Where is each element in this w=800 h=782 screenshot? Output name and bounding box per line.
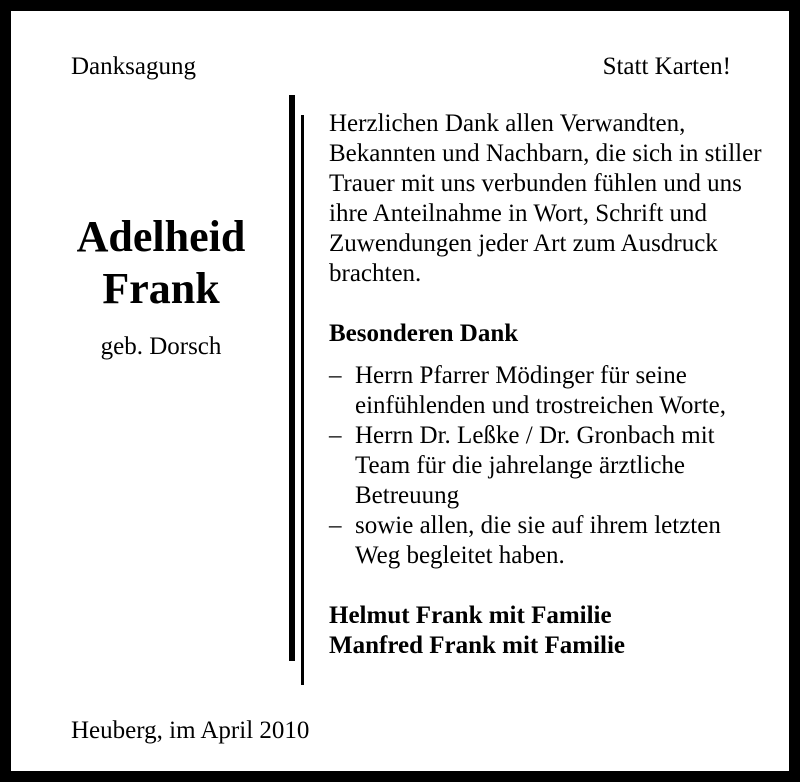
signatures <box>329 601 769 661</box>
dash-bullet: – <box>329 512 342 539</box>
deceased-first-name: Adelheid <box>76 212 246 261</box>
notice-type-label: Danksagung <box>71 53 196 80</box>
deceased-last-name: Frank <box>102 264 220 313</box>
special-thanks-heading: Besonderen Dank <box>329 320 519 347</box>
special-thanks-list <box>329 361 769 571</box>
list-item-text: sowie allen, die sie auf ihrem letzten Weg begleitet haben. <box>355 512 721 569</box>
list-item-text: Herrn Dr. Leßke / Dr. Gronbach mit Team für die jahrelange ärztliche Betreuung <box>355 422 715 509</box>
list-item-text: Herrn Pfarrer Mödinger für seine einfühlenden und trostreichen Worte, <box>355 362 727 419</box>
deceased-maiden-name: geb. Dorsch <box>100 333 222 360</box>
list-item <box>329 421 769 511</box>
thanks-message <box>329 109 769 661</box>
list-item <box>329 511 769 571</box>
statt-karten-label: Statt Karten! <box>602 53 731 80</box>
divider-thin <box>301 115 304 685</box>
signature-line: Helmut Frank mit Familie <box>329 602 612 629</box>
list-item <box>329 361 769 421</box>
signature-line: Manfred Frank mit Familie <box>329 632 626 659</box>
deceased-name-block <box>41 211 281 363</box>
dash-bullet: – <box>329 422 342 449</box>
divider-thick <box>289 95 295 661</box>
thanks-intro: Herzlichen Dank allen Verwandten, Bekannten und Nachbarn, die sich in stiller Trauer mit uns verbunden fühlen und uns ihre Anteilnahme in Wort, Schrift und Zuwendungen jeder Art zum Ausdruck brachten. <box>329 110 762 287</box>
place-date: Heuberg, im April 2010 <box>71 717 310 744</box>
dash-bullet: – <box>329 362 342 389</box>
